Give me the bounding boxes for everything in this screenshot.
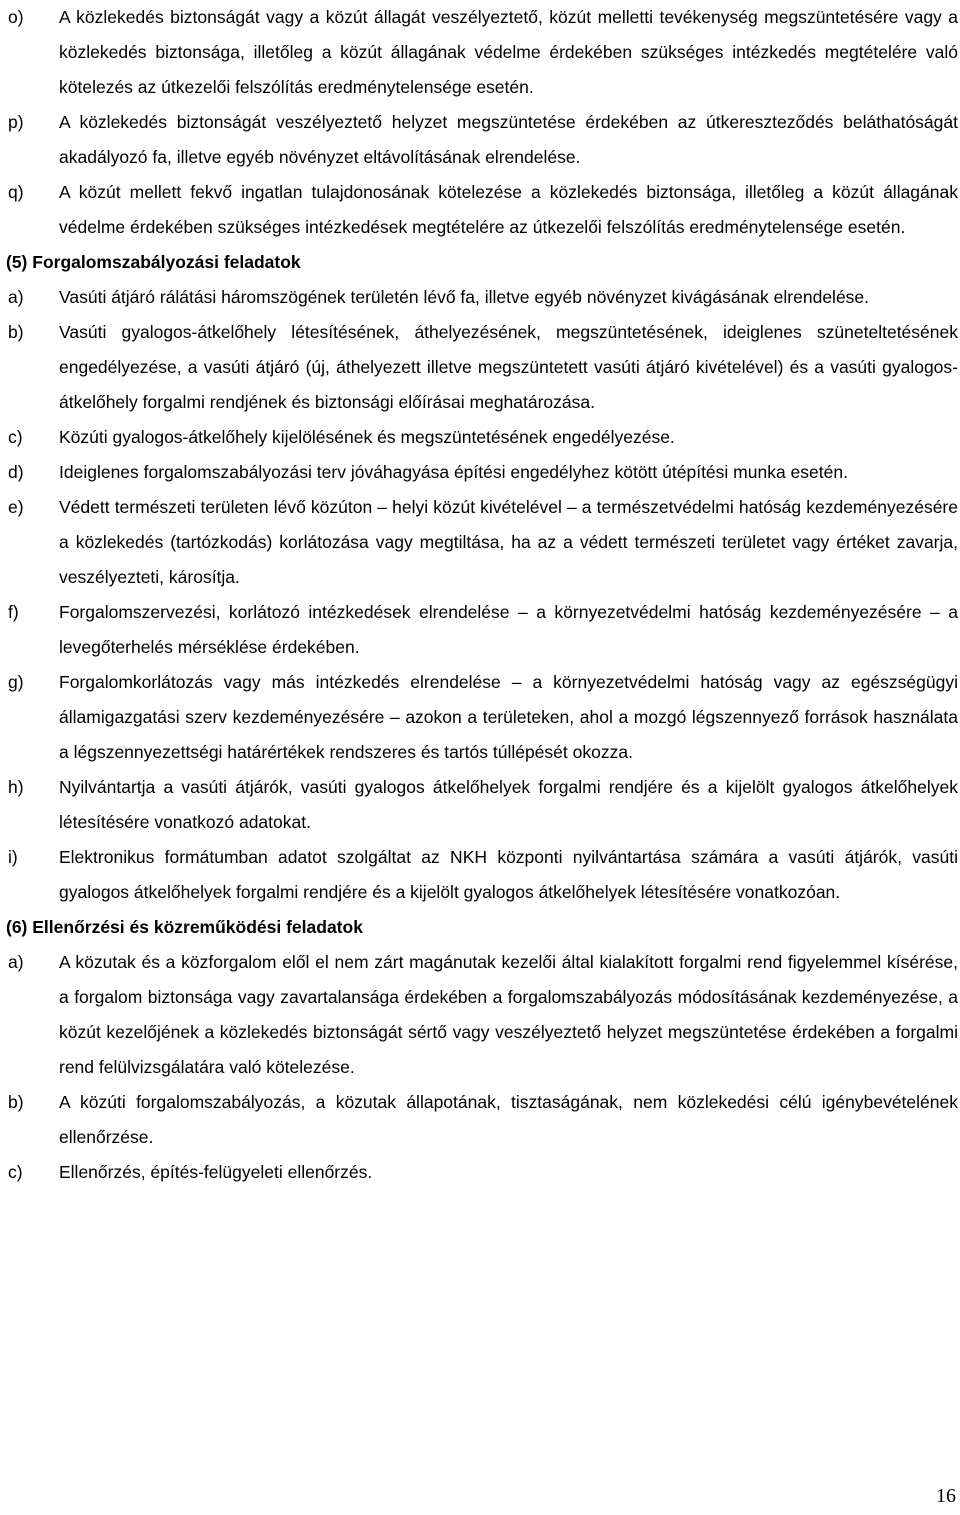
item-text: A közút mellett fekvő ingatlan tulajdonosának kötelezése a közlekedés biztonsága, illetőleg a közút állagának védelme érdekében szükséges intézkedések megtételére az útkezelői felszólítás eredménytelensége esetén. (59, 182, 958, 237)
item-text: A közlekedés biztonságát veszélyeztető helyzet megszüntetése érdekében az útkereszteződés beláthatóságát akadályozó fa, illetve egyéb növényzet eltávolításának elrendelése. (59, 112, 958, 167)
item-text: Elektronikus formátumban adatot szolgáltat az NKH központi nyilvántartása számára a vasúti átjárók, vasúti gyalogos átkelőhelyek forgalmi rendjére és a kijelölt gyalogos átkelőhelyek létesítésére vonatkozóan. (59, 847, 958, 902)
item-label: a) (8, 287, 24, 307)
list-item (6, 105, 958, 175)
list-item (6, 420, 958, 455)
item-text: Forgalomszervezési, korlátozó intézkedések elrendelése – a környezetvédelmi hatóság kezdeményezésére – a levegőterhelés mérséklése érdekében. (59, 602, 958, 657)
page-number: 16 (936, 1485, 956, 1507)
item-label: f) (8, 602, 19, 622)
item-label: h) (8, 777, 24, 797)
item-label: i) (8, 847, 18, 867)
item-text: A közlekedés biztonságát vagy a közút állagát veszélyeztető, közút melletti tevékenység megszüntetésére vagy a közlekedés biztonsága, illetőleg a közút állagának védelme érdekében szükséges intézkedés megtételére való kötelezés az útkezelői felszólítás eredménytelensége esetén. (59, 7, 958, 97)
item-text: Közúti gyalogos-átkelőhely kijelölésének és megszüntetésének engedélyezése. (59, 427, 675, 447)
item-label: q) (8, 182, 24, 202)
document-page (6, 0, 958, 1190)
list-item (6, 945, 958, 1085)
item-text: Nyilvántartja a vasúti átjárók, vasúti gyalogos átkelőhelyek forgalmi rendjére és a kijelölt gyalogos átkelőhelyek létesítésére vonatkozó adatokat. (59, 777, 958, 832)
item-label: a) (8, 952, 24, 972)
item-text: Vasúti gyalogos-átkelőhely létesítésének, áthelyezésének, megszüntetésének, ideiglenes szüneteltetésének engedélyezése, a vasúti átjáró (új, áthelyezett illetve megszüntetett vasúti átjáró kivételével) és a vasúti gyalogos-átkelőhely forgalmi rendjének és biztonsági előírásai meghatározása. (59, 322, 958, 412)
item-text: Ellenőrzés, építés-felügyeleti ellenőrzés. (59, 1162, 373, 1182)
item-text: A közutak és a közforgalom elől el nem zárt magánutak kezelői által kialakított forgalmi rend figyelemmel kísérése, a forgalom biztonsága vagy zavartalansága érdekében a forgalomszabályozás módosításának kezdeményezése, a közút kezelőjének a közlekedés biztonságát sértő vagy veszélyeztető helyzet megszüntetése érdekében a forgalmi rend felülvizsgálatára való kötelezése. (59, 952, 958, 1077)
list-item (6, 175, 958, 245)
item-label: c) (8, 427, 23, 447)
list-item (6, 490, 958, 595)
list-item (6, 280, 958, 315)
item-label: e) (8, 497, 24, 517)
item-text: Forgalomkorlátozás vagy más intézkedés elrendelése – a környezetvédelmi hatóság vagy az egészségügyi államigazgatási szerv kezdeményezésére – azokon a területeken, ahol a mozgó légszennyező források használata a légszennyezettségi határértékek rendszeres és tartós túllépését okozza. (59, 672, 958, 762)
list-item (6, 1155, 958, 1190)
list-item (6, 1085, 958, 1155)
item-label: p) (8, 112, 24, 132)
item-text: A közúti forgalomszabályozás, a közutak állapotának, tisztaságának, nem közlekedési célú igénybevételének ellenőrzése. (59, 1092, 958, 1147)
item-text: Védett természeti területen lévő közúton – helyi közút kivételével – a természetvédelmi hatóság kezdeményezésére a közlekedés (tartózkodás) korlátozása vagy megtiltása, ha az a védett természeti területet vagy értéket zavarja, veszélyezteti, károsítja. (59, 497, 958, 587)
item-label: g) (8, 672, 24, 692)
list-item (6, 455, 958, 490)
item-label: o) (8, 7, 24, 27)
item-label: d) (8, 462, 24, 482)
item-text: Ideiglenes forgalomszabályozási terv jóváhagyása építési engedélyhez kötött útépítési munka esetén. (59, 462, 848, 482)
list-item (6, 840, 958, 910)
item-label: b) (8, 322, 24, 342)
list-item (6, 665, 958, 770)
section-heading: (5) Forgalomszabályozási feladatok (6, 252, 301, 272)
list-item (6, 315, 958, 420)
item-text: Vasúti átjáró rálátási háromszögének területén lévő fa, illetve egyéb növényzet kivágásának elrendelése. (59, 287, 870, 307)
list-item (6, 0, 958, 105)
item-label: b) (8, 1092, 24, 1112)
section-heading: (6) Ellenőrzési és közreműködési feladatok (6, 917, 363, 937)
list-item (6, 595, 958, 665)
item-label: c) (8, 1162, 23, 1182)
list-item (6, 770, 958, 840)
